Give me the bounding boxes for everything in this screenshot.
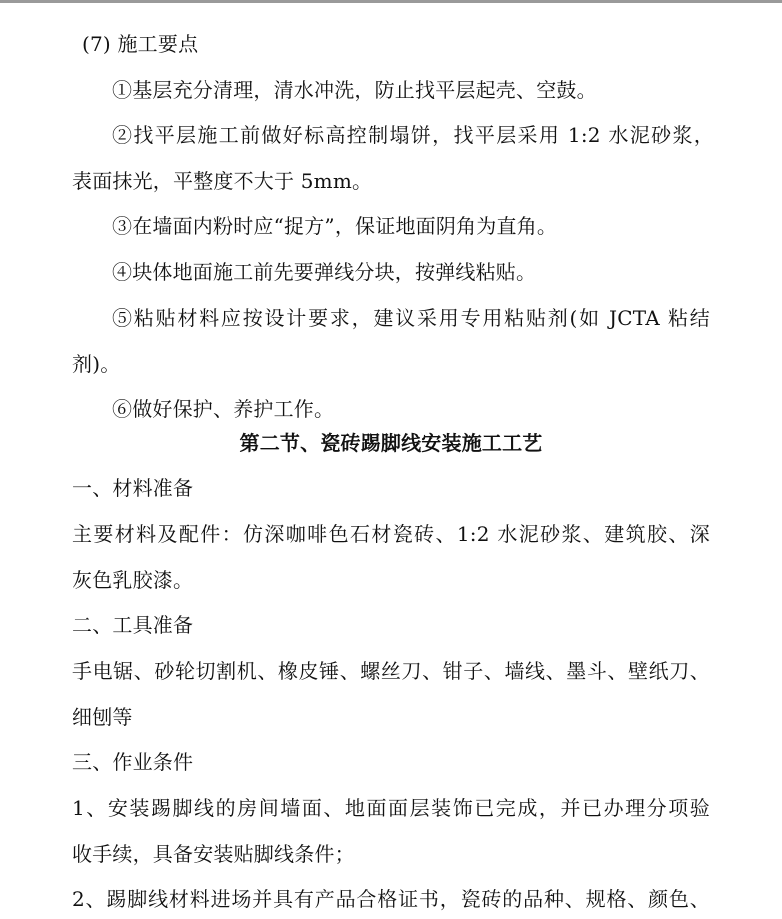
paragraph-line: 细刨等	[72, 705, 133, 729]
paragraph-line: 1、安装踢脚线的房间墙面、地面面层装饰已完成，并已办理分项验	[72, 796, 710, 820]
paragraph-line: ④块体地面施工前先要弹线分块，按弹线粘贴。	[112, 260, 537, 284]
paragraph-line: 手电锯、砂轮切割机、橡皮锤、螺丝刀、钳子、墙线、墨斗、壁纸刀、	[72, 659, 710, 683]
paragraph-line: 剂)。	[72, 352, 121, 376]
paragraph-line: ⑥做好保护、养护工作。	[112, 397, 335, 421]
heading-tools: 二、工具准备	[72, 613, 194, 637]
heading-materials: 一、材料准备	[72, 476, 194, 500]
paragraph-line: ③在墙面内粉时应“捉方”，保证地面阴角为直角。	[112, 214, 558, 238]
paragraph-line: ⑤粘贴材料应按设计要求，建议采用专用粘贴剂(如 JCTA 粘结	[112, 306, 710, 330]
heading-work-conditions: 三、作业条件	[72, 750, 194, 774]
paragraph-line: 收手续，具备安装贴脚线条件；	[72, 842, 355, 866]
section-title: 第二节、瓷砖踢脚线安装施工工艺	[239, 431, 543, 455]
paragraph-line: 2、踢脚线材料进场并具有产品合格证书，瓷砖的品种、规格、颜色、	[72, 887, 710, 911]
paragraph-line: 表面抹光，平整度不大于 5mm。	[72, 169, 373, 193]
paragraph-line: ②找平层施工前做好标高控制塌饼，找平层采用 1:2 水泥砂浆，	[112, 123, 714, 147]
paragraph-line: 主要材料及配件：仿深咖啡色石材瓷砖、1:2 水泥砂浆、建筑胶、深	[72, 522, 710, 546]
paragraph-line: ①基层充分清理，清水冲洗，防止找平层起壳、空鼓。	[112, 78, 597, 102]
subheading-construction-points: (7) 施工要点	[82, 32, 199, 56]
paragraph-line: 灰色乳胶漆。	[72, 568, 194, 592]
